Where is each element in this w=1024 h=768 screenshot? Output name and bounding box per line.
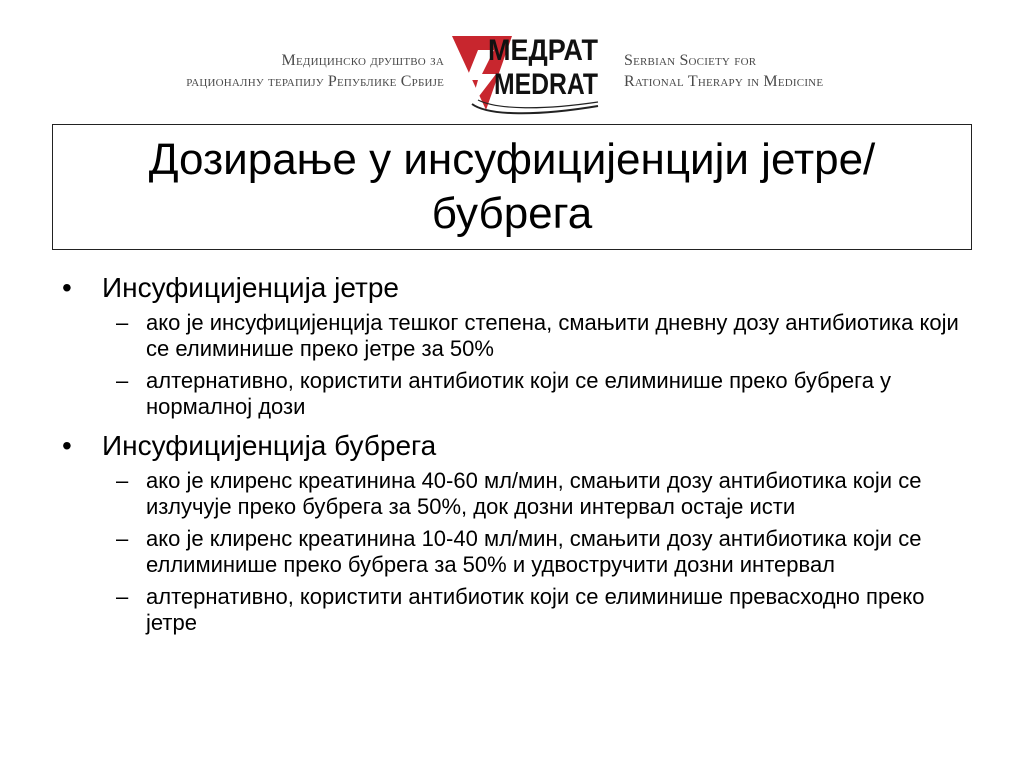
sub-bullet-text: ако је инсуфицијенција тешког степена, смањити дневну дозу антибиотика који се елиминише преко јетре за 50% (146, 310, 959, 361)
dash-icon: – (116, 584, 129, 609)
bullet-dot-icon: • (62, 430, 72, 461)
sub-bullet (56, 468, 976, 520)
sub-bullet-text: алтернативно, користити антибиотик који се елиминише превасходно преко јетре (146, 584, 925, 635)
sub-bullet-text: ако је клиренс креатинина 10-40 мл/мин, смањити дозу антибиотика који се еллиминише преко бубрега за 50% и удвостручити дозни интервал (146, 526, 922, 577)
logo-swoosh (472, 104, 598, 113)
org-name-english (624, 50, 823, 92)
dash-icon: – (116, 526, 129, 551)
bullet-kidney-insufficiency (56, 430, 976, 462)
sub-bullet (56, 310, 976, 362)
bullet-heading: Инсуфицијенција јетре (102, 272, 399, 303)
sub-bullet (56, 584, 976, 636)
sub-bullet-text: алтернативно, користити антибиотик који се елиминише преко бубрега у нормалној дози (146, 368, 892, 419)
org-name-serbian (186, 50, 444, 92)
title-box (52, 124, 972, 250)
slide-title: Дозирање у инсуфицијенцији јетре/бубрега (148, 135, 876, 238)
org-name-serbian-line1: Медицинско друштво за (281, 52, 444, 69)
bullet-heading: Инсуфицијенција бубрега (102, 430, 437, 461)
bullet-dot-icon: • (62, 272, 72, 303)
dash-icon: – (116, 310, 129, 335)
logo-text-top: МЕДРАТ (488, 34, 598, 67)
logo-text-bottom: MEDRAT (494, 68, 598, 101)
dash-icon: – (116, 468, 129, 493)
bullet-liver-insufficiency (56, 272, 976, 304)
sub-bullet (56, 368, 976, 420)
medrat-logo (448, 30, 604, 116)
org-name-serbian-line2: рационалну терапију Републике Србије (186, 73, 444, 90)
org-name-english-line1: Serbian Society for (624, 52, 757, 69)
org-name-english-line2: Rational Therapy in Medicine (624, 73, 824, 90)
dash-icon: – (116, 368, 129, 393)
slide-header (0, 0, 1024, 118)
sub-bullet (56, 526, 976, 578)
slide-body (56, 272, 976, 642)
sub-bullet-text: ако је клиренс креатинина 40-60 мл/мин, смањити дозу антибиотика који се излучује преко бубрега за 50%, док дозни интервал остаје исти (146, 468, 922, 519)
